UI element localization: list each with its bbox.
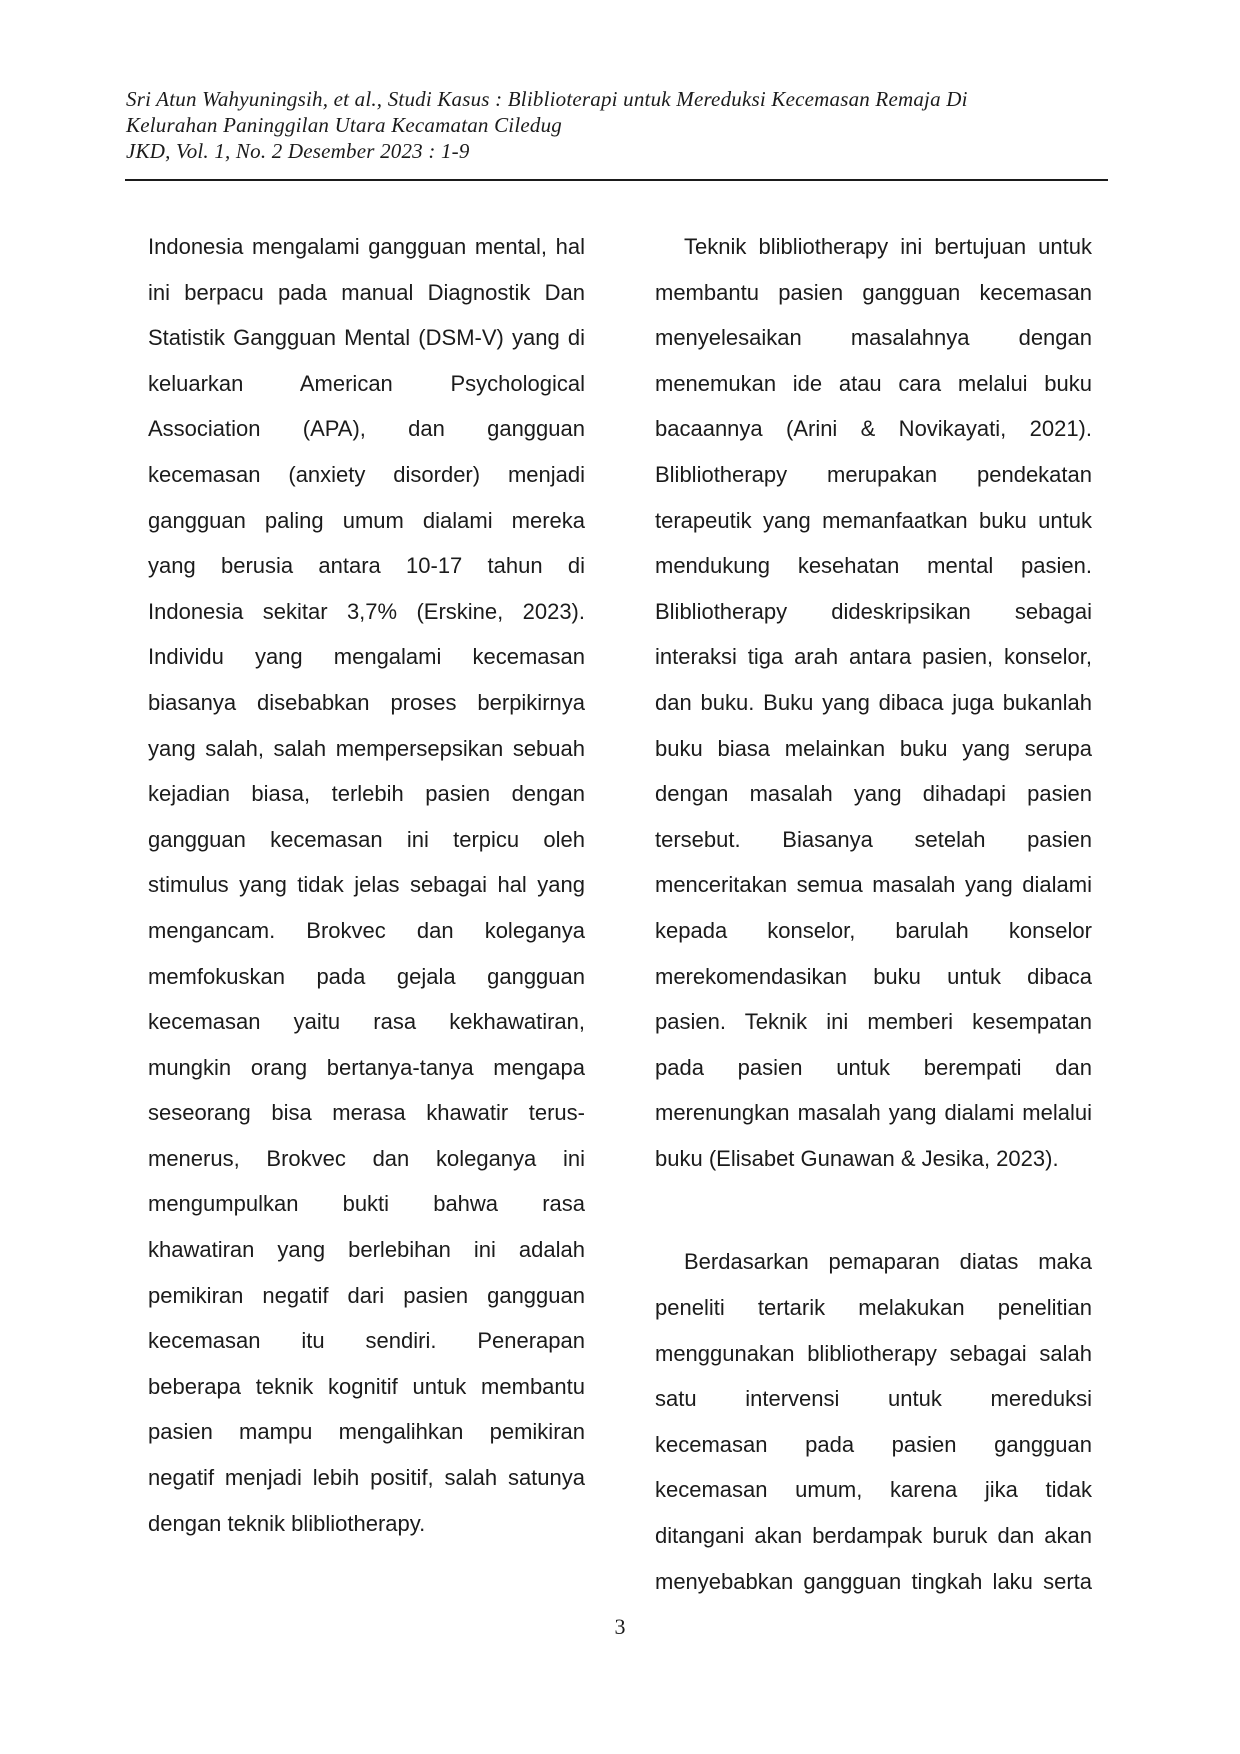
text-line: stimulus yang tidak jelas sebagai hal yang (148, 872, 585, 898)
text-line: ini berpacu pada manual Diagnostik Dan (148, 279, 585, 305)
text-line: mengumpulkan bukti bahwa rasa (148, 1191, 585, 1217)
text-line: khawatiran yang berlebihan ini adalah (148, 1237, 585, 1263)
text-line: interaksi tiga arah antara pasien, konselor, (655, 644, 1092, 670)
running-header (126, 86, 1116, 164)
text-line: biasanya disebabkan proses berpikirnya (148, 689, 585, 715)
text-line: kecemasan itu sendiri. Penerapan (148, 1328, 585, 1354)
text-line: bacaannya (Arini & Novikayati, 2021). (655, 416, 1092, 442)
text-line: mendukung kesehatan mental pasien. (655, 553, 1092, 579)
page-footer (0, 1612, 1240, 1642)
right-column (655, 224, 1092, 1604)
text-line: merenungkan masalah yang dialami melalui (655, 1100, 1092, 1126)
text-line: mengancam. Brokvec dan koleganya (148, 917, 585, 943)
text-line: kecemasan (anxiety disorder) menjadi (148, 461, 585, 487)
text-line: gangguan kecemasan ini terpicu oleh (148, 826, 585, 852)
header-line-1: Sri Atun Wahyuningsih, et al., Studi Kasus : Bliblioterapi untuk Mereduksi Kecemasan Remaja Di (126, 87, 968, 111)
text-line: peneliti tertarik melakukan penelitian (655, 1295, 1092, 1321)
header-line-2: Kelurahan Paninggilan Utara Kecamatan Ciledug (126, 113, 562, 137)
text-line: Indonesia mengalami gangguan mental, hal (148, 234, 585, 259)
text-line: dengan masalah yang dihadapi pasien (655, 781, 1092, 807)
text-line: menceritakan semua masalah yang dialami (655, 872, 1092, 898)
text-line: Association (APA), dan gangguan (148, 416, 585, 442)
header-rule (125, 179, 1108, 181)
text-line: menemukan ide atau cara melalui buku (655, 370, 1092, 396)
text-line: Berdasarkan pemaparan diatas maka (684, 1249, 1092, 1275)
text-line: beberapa teknik kognitif untuk membantu (148, 1373, 585, 1399)
header-line-3: JKD, Vol. 1, No. 2 Desember 2023 : 1-9 (126, 139, 470, 163)
text-line: keluarkan American Psychological (148, 370, 585, 396)
text-line: membantu pasien gangguan kecemasan (655, 279, 1092, 305)
text-line: buku biasa melainkan buku yang serupa (655, 735, 1092, 761)
text-line: pemikiran negatif dari pasien gangguan (148, 1282, 585, 1308)
text-line: memfokuskan pada gejala gangguan (148, 963, 585, 989)
text-line: Teknik blibliotherapy ini bertujuan untuk (684, 234, 1092, 259)
blank-line (655, 1181, 1092, 1239)
page-number: 3 (614, 1614, 626, 1639)
text-line: menyelesaikan masalahnya dengan (655, 325, 1092, 351)
text-line: menerus, Brokvec dan koleganya ini (148, 1145, 585, 1171)
text-line: yang berusia antara 10-17 tahun di (148, 553, 585, 579)
text-line: Statistik Gangguan Mental (DSM-V) yang di (148, 325, 585, 351)
text-line: mungkin orang bertanya-tanya mengapa (148, 1054, 585, 1080)
text-line: menggunakan blibliotherapy sebagai salah (655, 1340, 1092, 1366)
text-line: gangguan paling umum dialami mereka (148, 507, 585, 533)
text-line: merekomendasikan buku untuk dibaca (655, 963, 1092, 989)
text-line: Blibliotherapy dideskripsikan sebagai (655, 598, 1092, 624)
text-line: negatif menjadi lebih positif, salah satunya (148, 1465, 585, 1491)
text-line: terapeutik yang memanfaatkan buku untuk (655, 507, 1092, 533)
text-line: dan buku. Buku yang dibaca juga bukanlah (655, 689, 1092, 715)
text-line: Blibliotherapy merupakan pendekatan (655, 461, 1092, 487)
text-line: kecemasan yaitu rasa kekhawatiran, (148, 1009, 585, 1035)
text-line: kecemasan umum, karena jika tidak (655, 1477, 1092, 1503)
text-line: menyebabkan gangguan tingkah laku serta (655, 1568, 1092, 1594)
text-line: kepada konselor, barulah konselor (655, 917, 1092, 943)
text-line: seseorang bisa merasa khawatir terus- (148, 1100, 585, 1126)
text-line: Indonesia sekitar 3,7% (Erskine, 2023). (148, 598, 585, 624)
text-line: tersebut. Biasanya setelah pasien (655, 826, 1092, 852)
text-line: pasien. Teknik ini memberi kesempatan (655, 1009, 1092, 1035)
left-column (148, 224, 585, 1546)
text-line: pada pasien untuk berempati dan (655, 1054, 1092, 1080)
text-line: kecemasan pada pasien gangguan (655, 1431, 1092, 1457)
text-line: ditangani akan berdampak buruk dan akan (655, 1523, 1092, 1549)
text-line: buku (Elisabet Gunawan & Jesika, 2023). (655, 1145, 1059, 1171)
text-line: yang salah, salah mempersepsikan sebuah (148, 735, 585, 761)
text-line: kejadian biasa, terlebih pasien dengan (148, 781, 585, 807)
text-line: dengan teknik blibliotherapy. (148, 1510, 426, 1536)
text-line: satu intervensi untuk mereduksi (655, 1386, 1092, 1412)
text-line: Individu yang mengalami kecemasan (148, 644, 585, 670)
text-line: pasien mampu mengalihkan pemikiran (148, 1419, 585, 1445)
